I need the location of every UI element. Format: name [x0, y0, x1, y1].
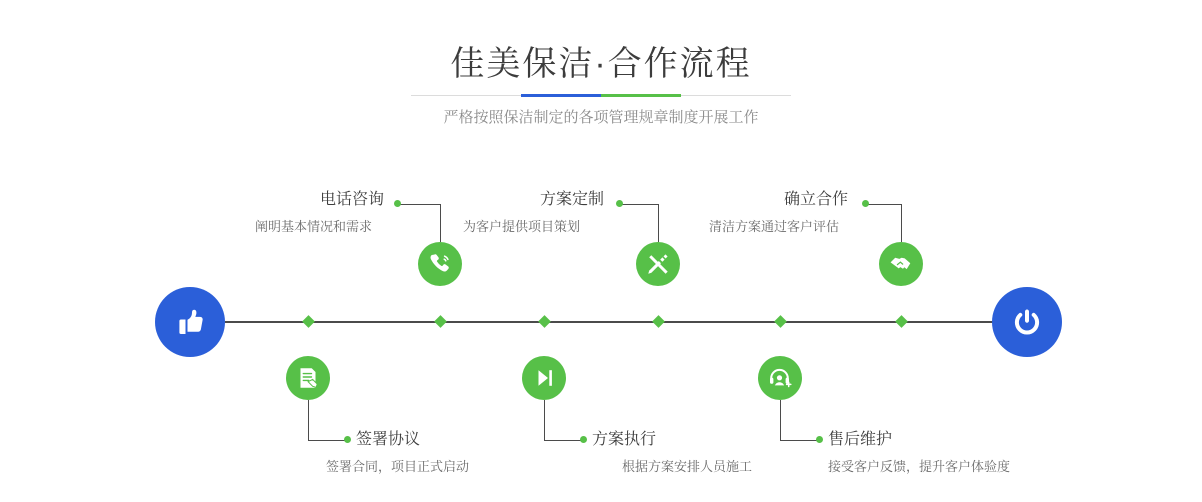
connector-4-vertical [544, 400, 545, 440]
phone-call-icon [427, 251, 453, 277]
step-title-1: 电话咨询 [320, 191, 385, 208]
play-next-icon [531, 365, 557, 391]
connector-4-horizontal [544, 440, 582, 441]
title-divider-accent-green [601, 94, 681, 97]
connector-6-dot [816, 436, 823, 443]
step-node-4[interactable] [522, 356, 566, 400]
timeline-axis [225, 321, 1000, 323]
document-edit-icon [295, 365, 321, 391]
connector-2-horizontal [308, 440, 346, 441]
title-divider-accent-blue [521, 94, 601, 97]
connector-1-vertical [440, 204, 441, 242]
step-desc-1: 阐明基本情况和需求 [255, 219, 373, 234]
connector-2-vertical [308, 400, 309, 440]
step-node-5[interactable] [879, 242, 923, 286]
axis-marker [774, 315, 787, 328]
axis-marker [538, 315, 551, 328]
connector-5-dot [862, 200, 869, 207]
step-node-2[interactable] [286, 356, 330, 400]
connector-6-vertical [780, 400, 781, 440]
connector-5-horizontal [866, 204, 901, 205]
connector-5-vertical [901, 204, 902, 242]
step-title-4: 方案执行 [592, 431, 657, 448]
step-title-3: 方案定制 [540, 191, 605, 208]
step-title-2: 签署协议 [356, 431, 421, 448]
step-title-5: 确立合作 [784, 191, 849, 208]
step-desc-4: 根据方案安排人员施工 [622, 459, 753, 474]
connector-3-vertical [658, 204, 659, 242]
power-icon [1007, 302, 1047, 342]
connector-3-dot [616, 200, 623, 207]
connector-2-dot [344, 436, 351, 443]
pencil-ruler-icon [645, 251, 671, 277]
flow-start-node[interactable] [155, 287, 225, 357]
handshake-icon [888, 251, 914, 277]
thumbs-up-icon [170, 302, 210, 342]
connector-1-horizontal [398, 204, 440, 205]
connector-3-horizontal [620, 204, 658, 205]
step-node-6[interactable] [758, 356, 802, 400]
axis-marker [434, 315, 447, 328]
connector-6-horizontal [780, 440, 818, 441]
step-desc-6: 接受客户反馈，提升客户体验度 [828, 459, 1011, 474]
page-title: 佳美保洁·合作流程 [450, 45, 752, 83]
step-desc-2: 签署合同，项目正式启动 [326, 459, 470, 474]
connector-4-dot [580, 436, 587, 443]
flow-end-node[interactable] [992, 287, 1062, 357]
axis-marker [895, 315, 908, 328]
headset-support-icon [767, 365, 793, 391]
step-node-3[interactable] [636, 242, 680, 286]
step-desc-3: 为客户提供项目策划 [463, 219, 581, 234]
step-desc-5: 清洁方案通过客户评估 [709, 219, 840, 234]
axis-marker [302, 315, 315, 328]
axis-marker [652, 315, 665, 328]
connector-1-dot [394, 200, 401, 207]
step-title-6: 售后维护 [828, 431, 893, 448]
page-subtitle: 严格按照保洁制定的各项管理规章制度开展工作 [443, 109, 759, 126]
step-node-1[interactable] [418, 242, 462, 286]
